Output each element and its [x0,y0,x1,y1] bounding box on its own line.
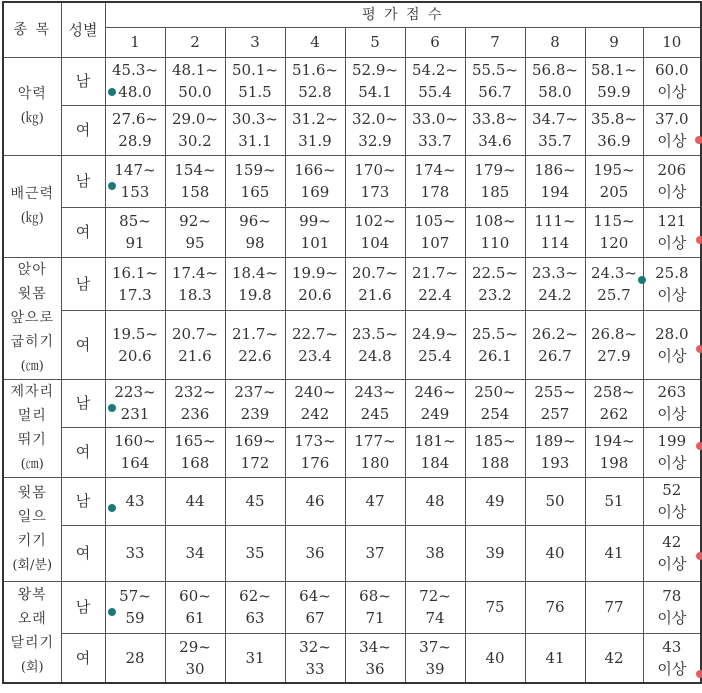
score-cell: 22.7~ 23.4 [285,310,345,379]
table-body [3,57,701,683]
score-cell: 78 이상 [643,581,701,633]
score-cell: 26.2~ 26.7 [525,310,585,379]
score-cell: 44 [165,477,225,525]
level-header: 9 [585,27,643,57]
score-cell: 26.8~ 27.9 [585,310,643,379]
event-unit: (㎏) [20,110,44,126]
score-cell: 40 [525,525,585,581]
score-cell: 99~ 101 [285,207,345,257]
level-header: 4 [285,27,345,57]
score-cell: 240~ 242 [285,379,345,427]
score-cell: 35.8~ 36.9 [585,105,643,155]
table-row [3,633,701,683]
score-cell: 30.3~ 31.1 [225,105,285,155]
score-cell: 232~ 236 [165,379,225,427]
table-row [3,581,701,633]
score-cell: 38 [405,525,465,581]
score-cell: 29~ 30 [165,633,225,683]
score-cell: 51.6~ 52.8 [285,57,345,105]
score-cell: 237~ 239 [225,379,285,427]
score-cell: 34 [165,525,225,581]
score-cell: 263 이상 [643,379,701,427]
red-marker-dot [696,670,702,678]
score-cell: 181~ 184 [405,427,465,477]
table-row [3,57,701,105]
score-cell: 160~ 164 [105,427,165,477]
score-cell: 56.8~ 58.0 [525,57,585,105]
score-cell: 29.0~ 30.2 [165,105,225,155]
red-marker-dot [695,136,702,144]
score-cell: 19.5~ 20.6 [105,310,165,379]
score-cell: 48 [405,477,465,525]
score-cell: 42 이상 [643,525,701,581]
event-name-cell [3,477,61,581]
score-header: 평 가 점 수 [105,2,701,27]
score-cell: 41 [585,525,643,581]
score-cell: 28 [105,633,165,683]
table-row [3,207,701,257]
score-cell: 35 [225,525,285,581]
score-cell: 60~ 61 [165,581,225,633]
score-cell: 75 [465,581,525,633]
score-cell: 55.5~ 56.7 [465,57,525,105]
table-row [3,155,701,207]
teal-marker-dot [108,404,116,412]
score-cell: 102~ 104 [345,207,405,257]
event-unit: (㎝) [20,358,44,374]
score-cell: 50 [525,477,585,525]
score-cell: 32.0~ 32.9 [345,105,405,155]
teal-marker-dot [108,608,116,616]
event-name-cell [3,379,61,477]
table-row [3,379,701,427]
score-cell: 37 [345,525,405,581]
score-cell: 115~ 120 [585,207,643,257]
score-cell: 34.7~ 35.7 [525,105,585,155]
score-cell: 165~ 168 [165,427,225,477]
gender-cell: 여 [61,310,105,379]
red-marker-dot [696,442,702,450]
score-cell: 31 [225,633,285,683]
score-cell: 21.7~ 22.4 [405,257,465,310]
score-cell: 36 [285,525,345,581]
score-cell: 64~ 67 [285,581,345,633]
event-name: 악력 [17,85,47,102]
gender-cell: 여 [61,633,105,683]
score-cell: 121 이상 [643,207,701,257]
score-cell: 60.0 이상 [643,57,701,105]
score-cell: 85~ 91 [105,207,165,257]
score-cell: 37.0 이상 [643,105,701,155]
red-marker-dot [696,345,702,353]
teal-marker-dot [108,504,116,512]
score-cell: 33.8~ 34.6 [465,105,525,155]
score-cell: 28.0 이상 [643,310,701,379]
score-cell: 96~ 98 [225,207,285,257]
score-cell: 105~ 107 [405,207,465,257]
score-cell: 195~ 205 [585,155,643,207]
event-name-cell [3,581,61,683]
score-cell: 34~ 36 [345,633,405,683]
score-cell: 16.1~ 17.3 [105,257,165,310]
table-row [3,310,701,379]
score-cell: 18.4~ 19.8 [225,257,285,310]
gender-cell: 여 [61,525,105,581]
score-cell: 258~ 262 [585,379,643,427]
fitness-score-table [2,1,702,684]
level-header: 7 [465,27,525,57]
score-cell: 32~ 33 [285,633,345,683]
score-cell: 174~ 178 [405,155,465,207]
score-cell: 166~ 169 [285,155,345,207]
score-cell: 43 [105,477,165,525]
level-header: 2 [165,27,225,57]
score-cell: 57~ 59 [105,581,165,633]
gender-header: 성별 [61,2,105,57]
score-cell: 77 [585,581,643,633]
event-name: 윗몸 일으 키기 [17,484,47,549]
score-cell: 159~ 165 [225,155,285,207]
score-cell: 46 [285,477,345,525]
event-name-cell [3,57,61,155]
score-cell: 40 [465,633,525,683]
gender-cell: 남 [61,477,105,525]
score-cell: 47 [345,477,405,525]
score-cell: 20.7~ 21.6 [165,310,225,379]
table-row [3,477,701,525]
event-name-cell [3,257,61,379]
score-cell: 21.7~ 22.6 [225,310,285,379]
score-cell: 76 [525,581,585,633]
score-cell: 147~ 153 [105,155,165,207]
score-cell: 43 이상 [643,633,701,683]
gender-cell: 남 [61,379,105,427]
score-cell: 51 [585,477,643,525]
score-cell: 246~ 249 [405,379,465,427]
score-cell: 111~ 114 [525,207,585,257]
event-unit: (㎝) [20,456,44,472]
event-name: 왕복 오래 달리기 [10,587,55,652]
score-cell: 154~ 158 [165,155,225,207]
level-header: 6 [405,27,465,57]
score-cell: 50.1~ 51.5 [225,57,285,105]
score-cell: 68~ 71 [345,581,405,633]
score-cell: 243~ 245 [345,379,405,427]
score-cell: 17.4~ 18.3 [165,257,225,310]
table-row [3,525,701,581]
score-cell: 189~ 193 [525,427,585,477]
red-marker-dot [696,552,702,560]
gender-cell: 남 [61,155,105,207]
level-header: 1 [105,27,165,57]
score-cell: 185~ 188 [465,427,525,477]
gender-cell: 남 [61,257,105,310]
score-cell: 223~ 231 [105,379,165,427]
event-name: 제자리 멀리 뛰기 [10,383,55,448]
red-marker-dot [696,236,702,244]
score-cell: 48.1~ 50.0 [165,57,225,105]
teal-marker-dot [108,182,116,190]
level-header: 5 [345,27,405,57]
score-cell: 19.9~ 20.6 [285,257,345,310]
gender-cell: 여 [61,427,105,477]
gender-cell: 남 [61,581,105,633]
score-cell: 177~ 180 [345,427,405,477]
level-header: 8 [525,27,585,57]
score-cell: 33 [105,525,165,581]
level-header: 10 [643,27,701,57]
score-cell: 45 [225,477,285,525]
event-header: 종 목 [3,2,61,57]
score-cell: 62~ 63 [225,581,285,633]
gender-cell: 남 [61,57,105,105]
level-header: 3 [225,27,285,57]
score-cell: 54.2~ 55.4 [405,57,465,105]
table-row [3,427,701,477]
score-cell: 194~ 198 [585,427,643,477]
gender-cell: 여 [61,105,105,155]
event-unit: (회/분) [12,557,53,573]
score-cell: 27.6~ 28.9 [105,105,165,155]
event-name: 배근력 [10,185,55,202]
score-cell: 41 [525,633,585,683]
score-cell: 255~ 257 [525,379,585,427]
score-cell: 52 이상 [643,477,701,525]
score-cell: 24.9~ 25.4 [405,310,465,379]
score-cell: 25.8 이상 [643,257,701,310]
score-cell: 23.3~ 24.2 [525,257,585,310]
score-cell: 22.5~ 23.2 [465,257,525,310]
score-cell: 20.7~ 21.6 [345,257,405,310]
score-cell: 42 [585,633,643,683]
score-cell: 39 [465,525,525,581]
score-cell: 25.5~ 26.1 [465,310,525,379]
score-cell: 92~ 95 [165,207,225,257]
score-cell: 206 이상 [643,155,701,207]
gender-cell: 여 [61,207,105,257]
score-cell: 199 이상 [643,427,701,477]
event-unit: (㎏) [20,210,44,226]
score-cell: 173~ 176 [285,427,345,477]
score-cell: 186~ 194 [525,155,585,207]
score-cell: 170~ 173 [345,155,405,207]
score-cell: 250~ 254 [465,379,525,427]
score-cell: 179~ 185 [465,155,525,207]
score-cell: 23.5~ 24.8 [345,310,405,379]
score-cell: 72~ 74 [405,581,465,633]
score-cell: 37~ 39 [405,633,465,683]
event-unit: (회) [20,660,44,676]
score-cell: 33.0~ 33.7 [405,105,465,155]
score-cell: 52.9~ 54.1 [345,57,405,105]
score-cell: 24.3~ 25.7 [585,257,643,310]
table-row [3,257,701,310]
score-cell: 58.1~ 59.9 [585,57,643,105]
score-cell: 45.3~ 48.0 [105,57,165,105]
table-row [3,105,701,155]
event-name: 앉아 윗몸 앞으로 굽히기 [10,261,55,350]
score-cell: 169~ 172 [225,427,285,477]
teal-marker-dot [108,88,116,96]
event-name-cell [3,155,61,257]
score-cell: 108~ 110 [465,207,525,257]
score-cell: 31.2~ 31.9 [285,105,345,155]
score-cell: 49 [465,477,525,525]
